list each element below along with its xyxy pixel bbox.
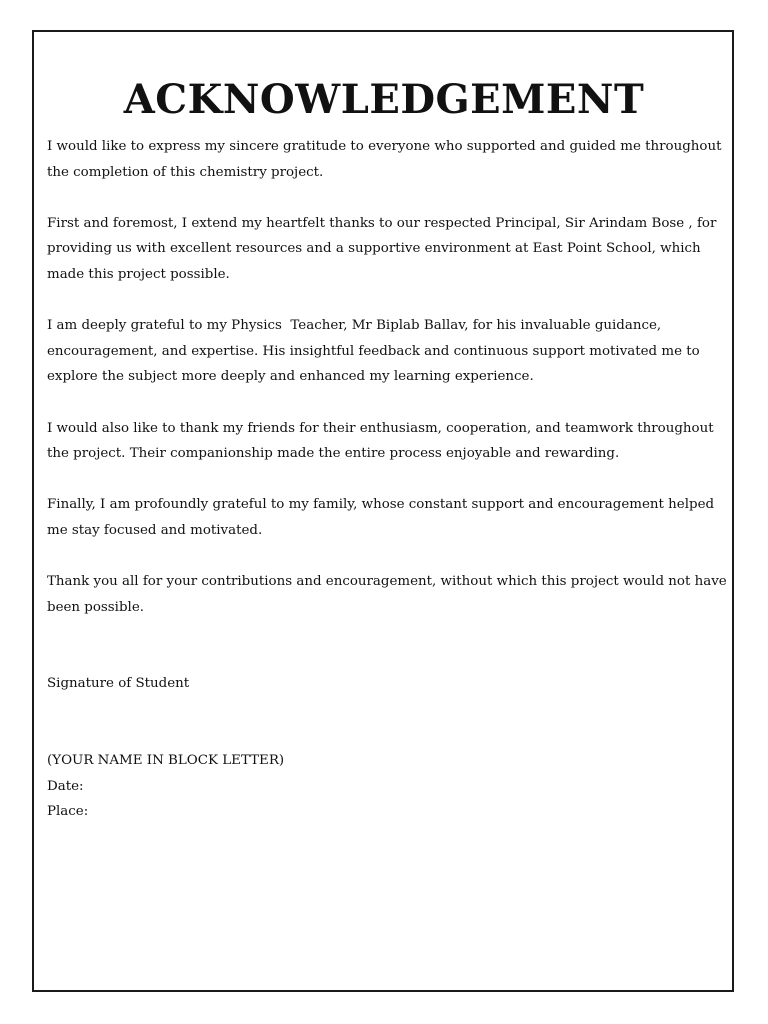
place-label: Place: bbox=[47, 804, 89, 820]
paragraph-principal: First and foremost, I extend my heartfelt thanks to our respected Principal, Sir Arindam Bose , for providing us with excellent resources and a supportive environment at East Point School, which made this project possible. bbox=[47, 215, 721, 282]
name-placeholder: (YOUR NAME IN BLOCK LETTER) bbox=[47, 753, 285, 769]
date-label: Date: bbox=[47, 778, 84, 794]
student-details bbox=[47, 748, 727, 825]
paragraph-intro: I would like to express my sincere gratitude to everyone who supported and guided me throughout the completion of this chemistry project. bbox=[47, 139, 726, 180]
signature-label: Signature of Student bbox=[47, 676, 190, 692]
signature-block bbox=[47, 671, 727, 825]
document-body bbox=[47, 134, 731, 825]
paragraph-family: Finally, I am profoundly grateful to my family, whose constant support and encouragement helped me stay focused and motivated. bbox=[47, 497, 719, 538]
document-title: ACKNOWLEDGEMENT bbox=[123, 76, 645, 123]
paragraph-closing: Thank you all for your contributions and encouragement, without which this project would not have been possible. bbox=[47, 574, 731, 615]
paragraph-teacher: I am deeply grateful to my Physics Teacher, Mr Biplab Ballav, for his invaluable guidance, encouragement, and expertise. His insightful feedback and continuous support motivated me to explore the subject more deeply and enhanced my learning experience. bbox=[47, 318, 704, 385]
paragraph-friends: I would also like to thank my friends for their enthusiasm, cooperation, and teamwork throughout the project. Their companionship made the entire process enjoyable and rewarding. bbox=[47, 420, 718, 462]
